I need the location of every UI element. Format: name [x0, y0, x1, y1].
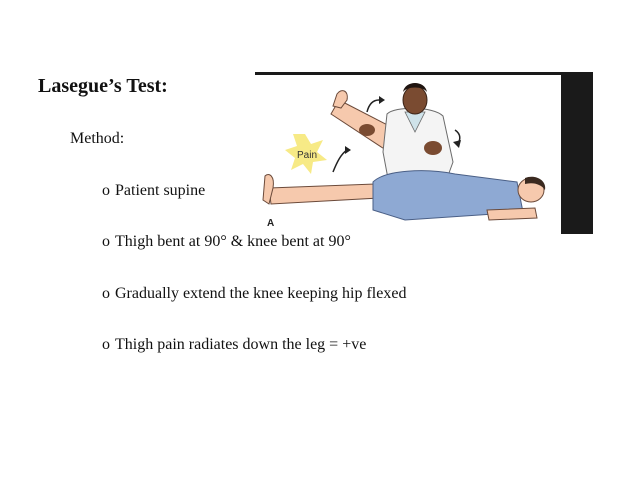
bullet-text: Patient supine [115, 182, 206, 199]
side-bar [561, 72, 593, 234]
panel-letter: A [267, 218, 275, 229]
slide-title: Lasegue’s Test: [38, 75, 168, 97]
bullet-marker: o [102, 285, 110, 302]
bullet-marker: o [102, 233, 110, 250]
bullet-text: Thigh bent at 90° & knee bent at 90° [115, 233, 351, 250]
flat-leg [269, 184, 379, 204]
bullet-text: Gradually extend the knee keeping hip flexed [115, 285, 407, 302]
bullet-item [102, 181, 205, 201]
arrowhead-icon [345, 146, 351, 154]
lift-arrow-icon [333, 150, 347, 172]
examiner-hand-left [359, 124, 375, 136]
arrowhead-icon [453, 140, 461, 148]
lasegue-test-illustration [255, 72, 593, 234]
patient-arm [487, 208, 537, 220]
bullet-marker: o [102, 336, 110, 353]
bullet-marker: o [102, 182, 110, 199]
arrowhead-icon [379, 96, 385, 104]
upward-motion-arrow-icon [367, 100, 379, 112]
bullet-item [102, 232, 351, 252]
bullet-item [102, 335, 366, 355]
examiner-head [403, 86, 427, 114]
pain-label: Pain [297, 150, 318, 161]
bullet-item [102, 284, 406, 304]
method-heading: Method: [70, 130, 125, 147]
bullet-text: Thigh pain radiates down the leg = +ve [115, 336, 367, 353]
illustration-svg [255, 72, 593, 234]
examiner-hand-right [424, 141, 442, 155]
